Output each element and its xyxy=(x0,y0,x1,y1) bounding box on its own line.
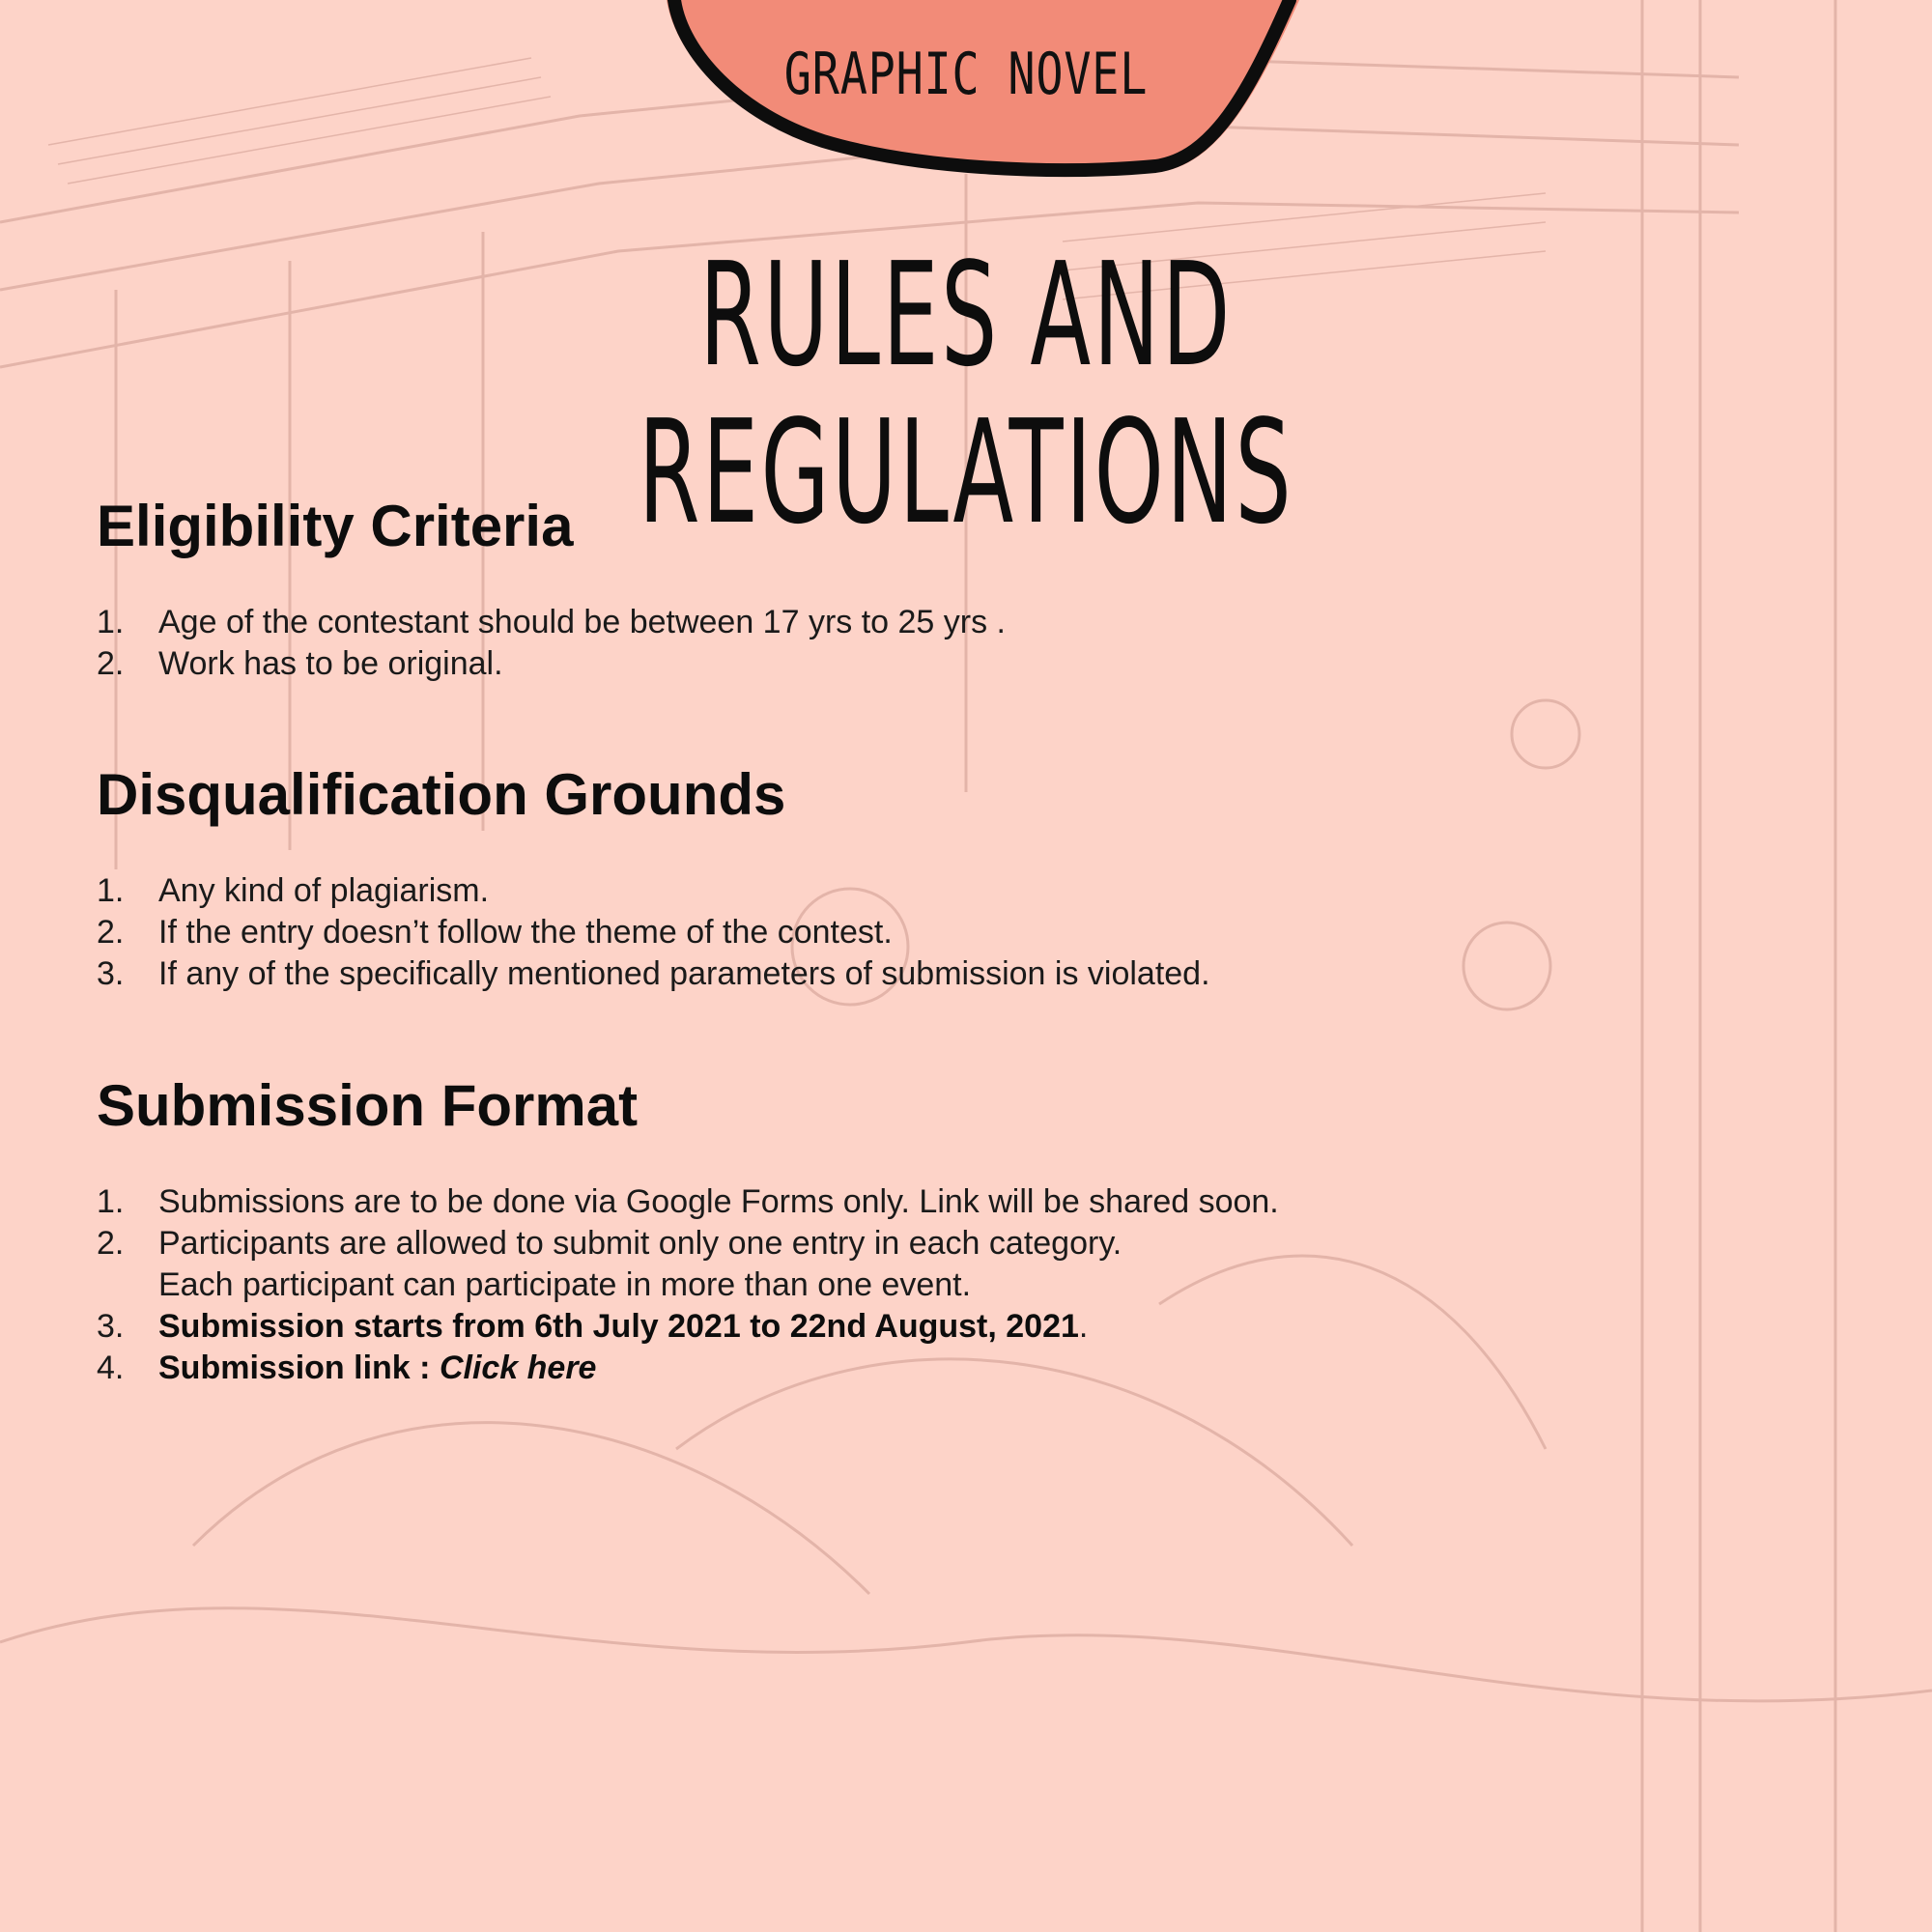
disqualification-section xyxy=(97,762,1642,995)
badge-label: GRAPHIC NOVEL xyxy=(783,41,1149,108)
list-item xyxy=(97,602,1642,643)
submission-section xyxy=(97,1073,1642,1389)
list-text-block xyxy=(158,1306,1642,1348)
list-text-continued: Each participant can participate in more than one event. xyxy=(158,1266,972,1303)
submission-dates-text: Submission starts from 6th July 2021 to 22nd August, 2021 xyxy=(158,1308,1079,1345)
list-text: If any of the specifically mentioned parameters of submission is violated. xyxy=(158,955,1210,992)
list-number: 1. xyxy=(97,604,125,640)
list-text-block xyxy=(158,1348,1642,1389)
list-number: 2. xyxy=(97,1225,125,1262)
submission-link-label: Submission link : xyxy=(158,1350,440,1386)
list-number: 3. xyxy=(97,1308,125,1345)
submission-list xyxy=(97,1181,1642,1389)
list-number: 4. xyxy=(97,1350,125,1386)
list-item xyxy=(97,1181,1642,1223)
list-item xyxy=(97,870,1642,912)
list-number: 1. xyxy=(97,1183,125,1220)
graphic-novel-badge xyxy=(0,0,1932,222)
list-text: Any kind of plagiarism. xyxy=(158,872,490,909)
submission-heading: Submission Format xyxy=(97,1073,639,1138)
disqualification-heading: Disqualification Grounds xyxy=(97,762,786,827)
list-item xyxy=(97,1348,1642,1389)
list-number: 1. xyxy=(97,872,125,909)
list-item xyxy=(97,953,1642,995)
eligibility-list xyxy=(97,602,1642,685)
list-number: 2. xyxy=(97,914,125,951)
list-text: Submissions are to be done via Google Forms only. Link will be shared soon. xyxy=(158,1183,1279,1220)
list-text: Age of the contestant should be between 17 yrs to 25 yrs . xyxy=(158,604,1006,640)
list-number: 3. xyxy=(97,955,125,992)
disqualification-list xyxy=(97,870,1642,995)
eligibility-section xyxy=(97,494,1642,685)
list-text-block xyxy=(158,1223,1642,1306)
list-text: If the entry doesn’t follow the theme of the contest. xyxy=(158,914,893,951)
list-item xyxy=(97,1306,1642,1348)
list-text: Participants are allowed to submit only one entry in each category. xyxy=(158,1225,1122,1262)
list-item xyxy=(97,643,1642,685)
submission-link[interactable]: Click here xyxy=(439,1350,597,1386)
list-text: Work has to be original. xyxy=(158,645,503,682)
list-number: 2. xyxy=(97,645,125,682)
page-title: RULES AND REGULATIONS xyxy=(638,232,1294,555)
list-item xyxy=(97,1223,1642,1306)
list-text-tail: . xyxy=(1078,1308,1089,1345)
list-item xyxy=(97,912,1642,953)
eligibility-heading: Eligibility Criteria xyxy=(97,494,574,558)
